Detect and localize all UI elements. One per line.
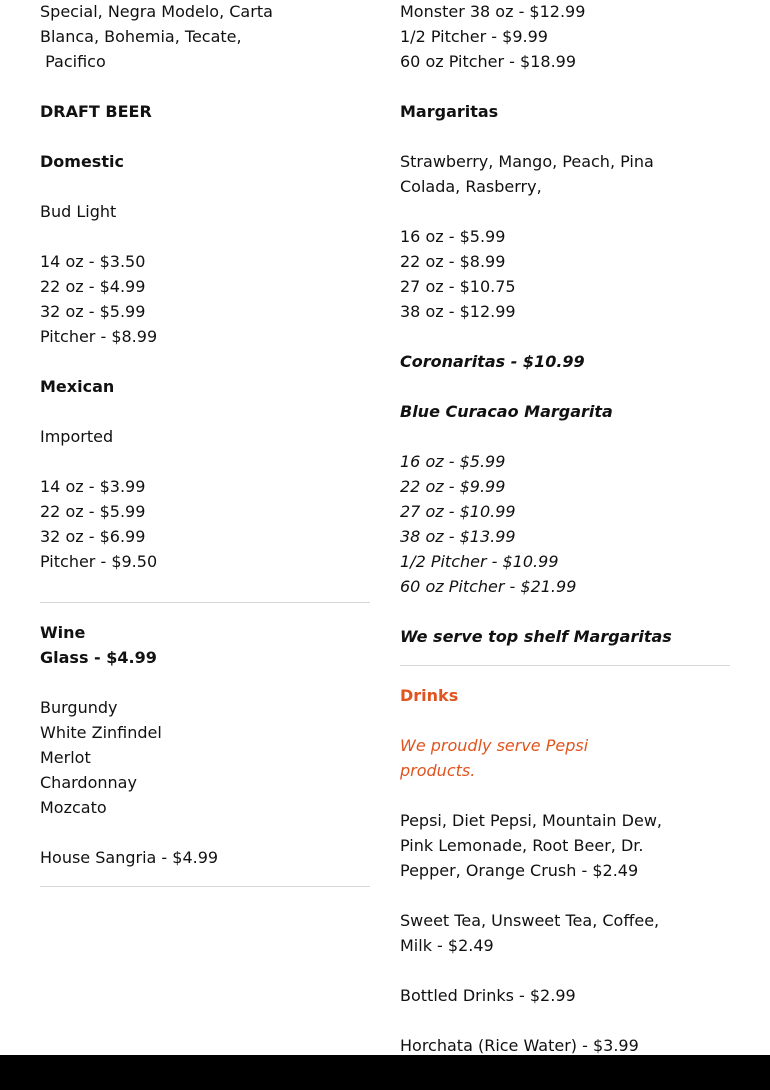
price-line: Monster 38 oz - $12.99 [400, 2, 586, 21]
draft-beer-heading: DRAFT BEER [40, 102, 152, 121]
wine-item: Merlot [40, 748, 91, 767]
price-line: 16 oz - $5.99 [400, 227, 506, 246]
price-line: 22 oz - $9.99 [400, 477, 506, 496]
menu-text: Blanca, Bohemia, Tecate, [40, 27, 242, 46]
bottled-drinks-price: Bottled Drinks - $2.99 [400, 986, 576, 1005]
drinks-heading: Drinks [400, 686, 459, 705]
margarita-flavors: Strawberry, Mango, Peach, Pina [400, 152, 654, 171]
price-line: 22 oz - $4.99 [40, 277, 146, 296]
price-line: Pitcher - $8.99 [40, 327, 158, 346]
margarita-flavors: Colada, Rasberry, [400, 177, 542, 196]
mexican-beer-name: Imported [40, 427, 114, 446]
price-line: 32 oz - $5.99 [40, 302, 146, 321]
footer-bar [0, 1055, 770, 1090]
wine-item: White Zinfindel [40, 723, 162, 742]
top-shelf-note: We serve top shelf Margaritas [400, 627, 672, 646]
section-divider [40, 886, 370, 887]
menu-text: Special, Negra Modelo, Carta [40, 2, 273, 21]
wine-item: Burgundy [40, 698, 118, 717]
margaritas-heading: Margaritas [400, 102, 499, 121]
left-menu-column [40, 0, 370, 887]
price-line: 1/2 Pitcher - $10.99 [400, 552, 559, 571]
tea-coffee-list: Milk - $2.49 [400, 936, 494, 955]
sangria-price: House Sangria - $4.99 [40, 848, 219, 867]
price-line: 1/2 Pitcher - $9.99 [400, 27, 548, 46]
price-line: 38 oz - $13.99 [400, 527, 516, 546]
menu-text: Pacifico [40, 52, 106, 71]
pepsi-note: We proudly serve Pepsi [400, 736, 589, 755]
wine-glass-price: Glass - $4.99 [40, 648, 157, 667]
domestic-heading: Domestic [40, 152, 124, 171]
coronaritas-price: Coronaritas - $10.99 [400, 352, 585, 371]
price-line: 16 oz - $5.99 [400, 452, 506, 471]
horchata-price: Horchata (Rice Water) - $3.99 [400, 1036, 639, 1055]
mexican-heading: Mexican [40, 377, 115, 396]
price-line: 27 oz - $10.75 [400, 277, 516, 296]
wine-heading: Wine [40, 623, 86, 642]
price-line: 22 oz - $5.99 [40, 502, 146, 521]
wine-item: Mozcato [40, 798, 107, 817]
price-line: 22 oz - $8.99 [400, 252, 506, 271]
blue-curacao-heading: Blue Curacao Margarita [400, 402, 613, 421]
soda-list: Pink Lemonade, Root Beer, Dr. [400, 836, 644, 855]
right-menu-column [400, 0, 730, 1058]
domestic-beer-name: Bud Light [40, 202, 117, 221]
tea-coffee-list: Sweet Tea, Unsweet Tea, Coffee, [400, 911, 660, 930]
price-line: 38 oz - $12.99 [400, 302, 516, 321]
price-line: 14 oz - $3.99 [40, 477, 146, 496]
soda-list: Pepsi, Diet Pepsi, Mountain Dew, [400, 811, 662, 830]
price-line: Pitcher - $9.50 [40, 552, 158, 571]
wine-item: Chardonnay [40, 773, 137, 792]
price-line: 60 oz Pitcher - $18.99 [400, 52, 577, 71]
price-line: 32 oz - $6.99 [40, 527, 146, 546]
price-line: 60 oz Pitcher - $21.99 [400, 577, 577, 596]
price-line: 14 oz - $3.50 [40, 252, 146, 271]
pepsi-note: products. [400, 761, 476, 780]
price-line: 27 oz - $10.99 [400, 502, 516, 521]
soda-list: Pepper, Orange Crush - $2.49 [400, 861, 639, 880]
